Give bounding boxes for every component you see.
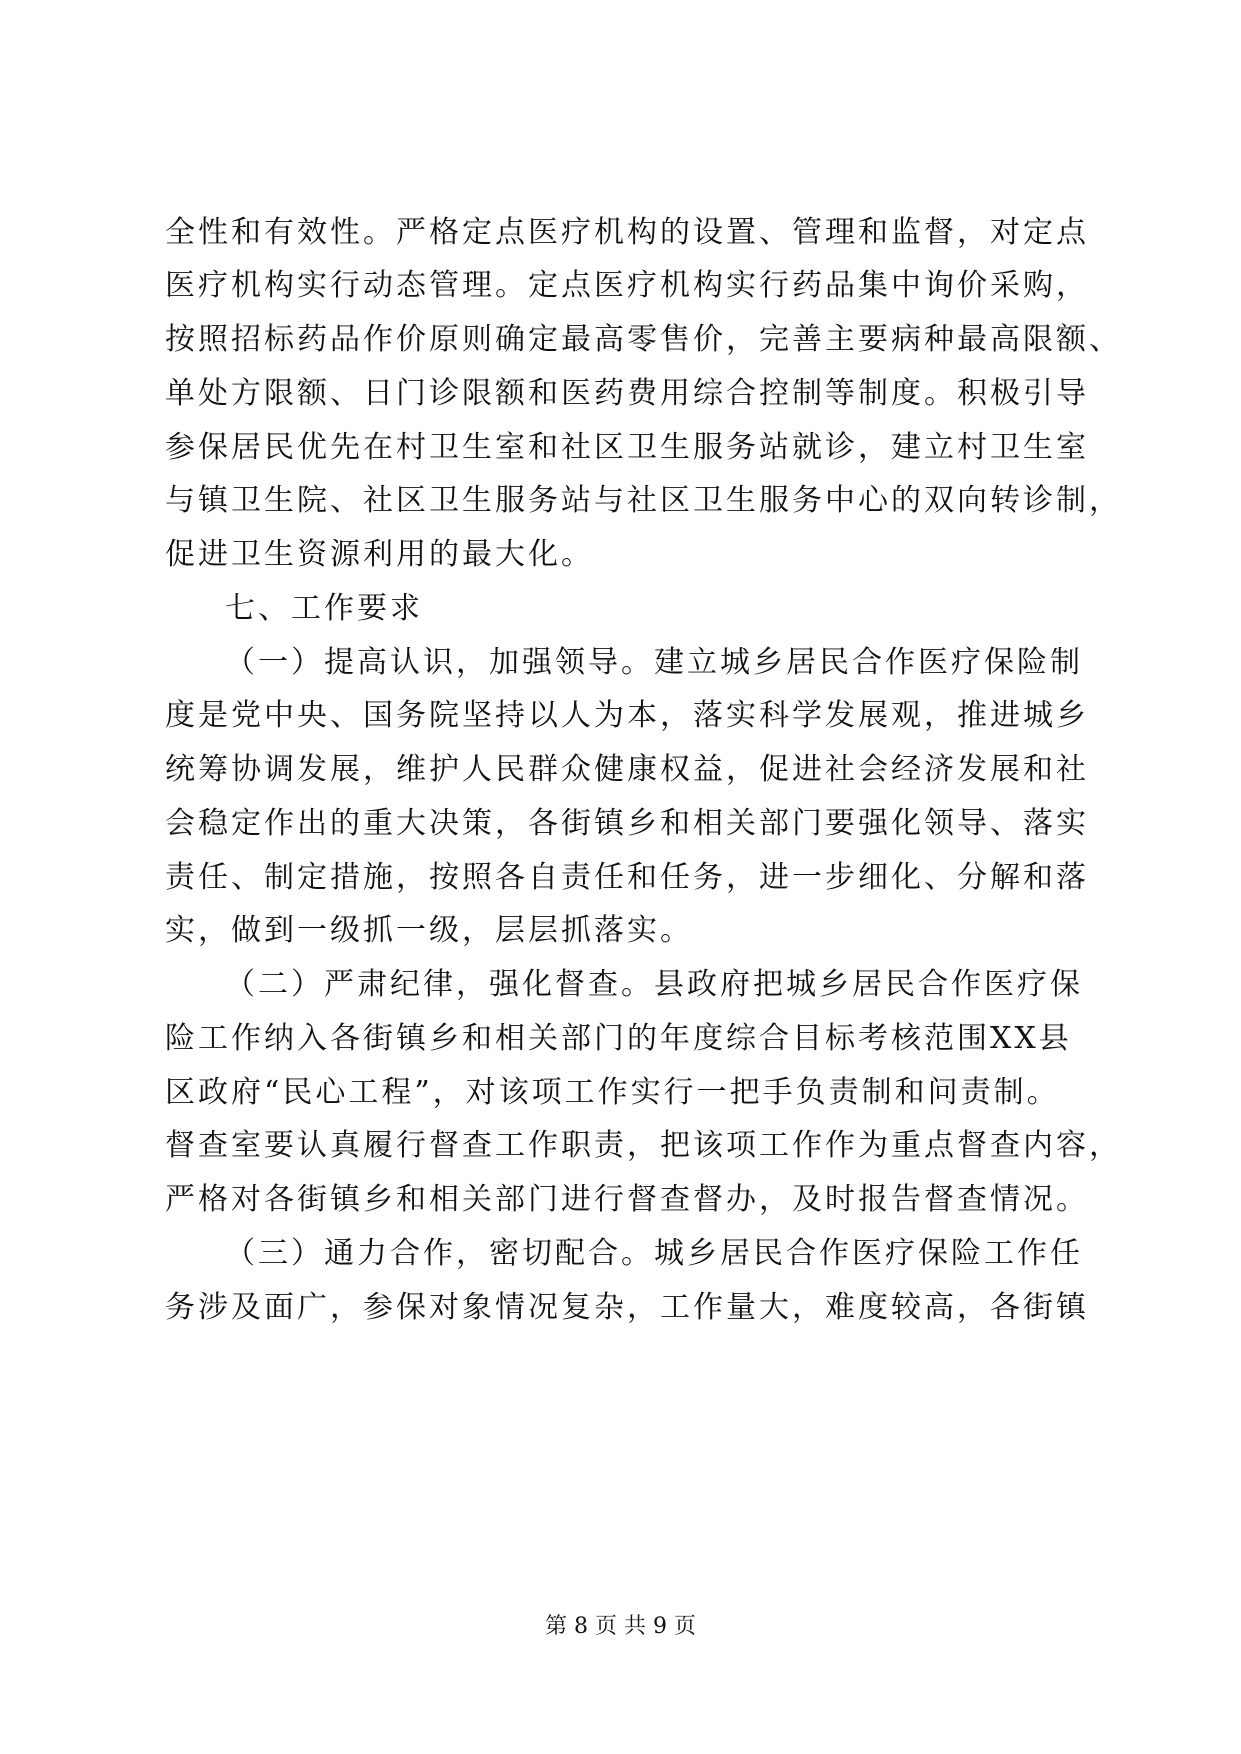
paragraph-line: 督查室要认真履行督查工作职责，把该项工作作为重点督查内容， <box>165 1128 1122 1163</box>
paragraph-line: 参保居民优先在村卫生室和社区卫生服务站就诊，建立村卫生室 <box>165 430 1089 465</box>
paragraph-line: 促进卫生资源利用的最大化。 <box>165 537 594 572</box>
paragraph-line: 险工作纳入各街镇乡和相关部门的年度综合目标考核范围XX县 <box>165 1021 1072 1056</box>
paragraph-line: 单处方限额、日门诊限额和医药费用综合控制等制度。积极引导 <box>165 376 1089 411</box>
paragraph-line: 按照招标药品作价原则确定最高零售价，完善主要病种最高限额、 <box>165 322 1122 357</box>
paragraph-line: （一）提高认识，加强领导。建立城乡居民合作医疗保险制 <box>225 645 1083 680</box>
paragraph-line: （二）严肃纪律，强化督查。县政府把城乡居民合作医疗保 <box>225 967 1083 1002</box>
paragraph-line: 度是党中央、国务院坚持以人为本，落实科学发展观，推进城乡 <box>165 698 1089 733</box>
paragraph-line: 会稳定作出的重大决策，各街镇乡和相关部门要强化领导、落实 <box>165 806 1089 841</box>
paragraph-line: 责任、制定措施，按照各自责任和任务，进一步细化、分解和落 <box>165 860 1089 895</box>
paragraph-line: 实，做到一级抓一级，层层抓落实。 <box>165 913 693 948</box>
page-number-footer: 第 8 页 共 9 页 <box>545 1614 696 1639</box>
paragraph-line: 严格对各街镇乡和相关部门进行督查督办，及时报告督查情况。 <box>165 1182 1089 1217</box>
paragraph-line: 区政府“民心工程”，对该项工作实行一把手负责制和问责制。 <box>165 1075 1060 1110</box>
paragraph-line: 医疗机构实行动态管理。定点医疗机构实行药品集中询价采购， <box>165 268 1089 303</box>
paragraph-line: 与镇卫生院、社区卫生服务站与社区卫生服务中心的双向转诊制， <box>165 483 1122 518</box>
paragraph-line: 全性和有效性。严格定点医疗机构的设置、管理和监督，对定点 <box>165 215 1089 250</box>
paragraph-line: （三）通力合作，密切配合。城乡居民合作医疗保险工作任 <box>225 1236 1083 1271</box>
paragraph-line: 统筹协调发展，维护人民群众健康权益，促进社会经济发展和社 <box>165 752 1089 787</box>
paragraph-line: 务涉及面广，参保对象情况复杂，工作量大，难度较高，各街镇 <box>165 1290 1089 1325</box>
section-heading: 七、工作要求 <box>225 591 423 626</box>
